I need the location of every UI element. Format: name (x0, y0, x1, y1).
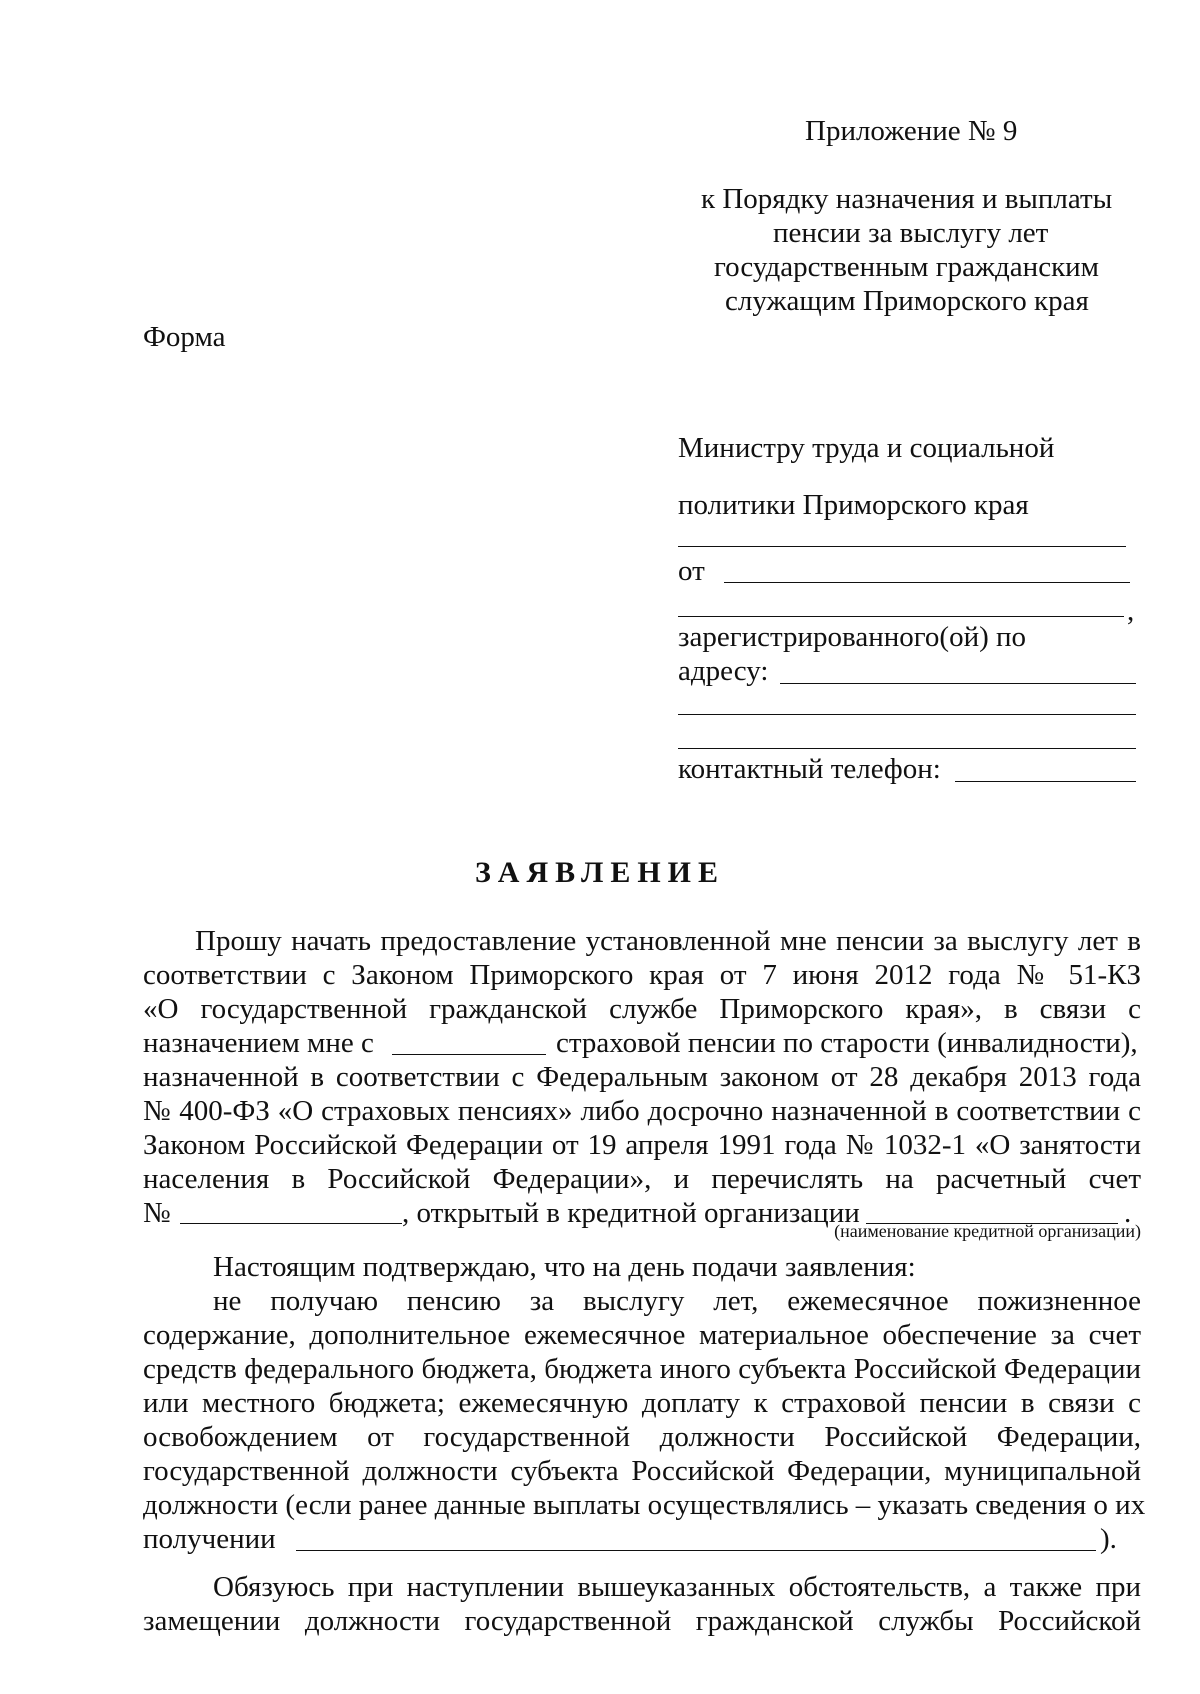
paragraph-line: назначенной в соответствии с Федеральным законом от 28 декабря 2013 года (143, 1061, 1141, 1093)
paragraph-line: страховой пенсии по старости (инвалидности), (556, 1027, 1138, 1059)
paragraph-line: «О государственной гражданской службе Приморского края», в связи с (143, 993, 1141, 1025)
paragraph-line: средств федерального бюджета, бюджета иного субъекта Российской Федерации (143, 1353, 1141, 1385)
order-reference-line: к Порядку назначения и выплаты (701, 183, 1113, 215)
pension-date-blank[interactable] (392, 1054, 546, 1055)
order-reference-line: государственным гражданским (714, 251, 1100, 283)
paragraph-line: , открытый в кредитной организации (402, 1197, 860, 1229)
comma-mark: , (1127, 595, 1135, 627)
from-blank[interactable] (724, 582, 1130, 583)
paragraph-line: содержание, дополнительное ежемесячное материальное обеспечение за счет (143, 1319, 1141, 1351)
paragraph-line: Прошу начать предоставление установленной мне пенсии за выслугу лет в (195, 925, 1141, 957)
order-reference-line: служащим Приморского края (725, 285, 1089, 317)
order-reference-line: пенсии за выслугу лет (773, 217, 1049, 249)
previous-payments-blank[interactable] (296, 1550, 1096, 1551)
paragraph-line: Настоящим подтверждаю, что на день подачи заявления: (213, 1251, 916, 1283)
paragraph-line: должности (если ранее данные выплаты осуществлялись – указать сведения о их (143, 1489, 1146, 1521)
phone-blank[interactable] (955, 781, 1136, 782)
paragraph-line: получении (143, 1523, 276, 1555)
period-mark: . (1124, 1197, 1132, 1229)
document-title: ЗАЯВЛЕНИЕ (474, 856, 726, 889)
paragraph-line: № 400-ФЗ «О страховых пенсиях» либо досрочно назначенной в соответствии с (143, 1095, 1141, 1127)
paragraph-line: соответствии с Законом Приморского края от 7 июня 2012 года № 51-КЗ (143, 959, 1141, 991)
paragraph-line: освобождением от государственной должности Российской Федерации, (143, 1421, 1141, 1453)
paragraph-line: или местного бюджета; ежемесячную доплату к страховой пенсии в связи с (143, 1387, 1141, 1419)
address-blank-2[interactable] (678, 714, 1136, 715)
address-blank[interactable] (780, 683, 1136, 684)
closing-parenthesis: ). (1100, 1523, 1117, 1555)
from-label: от (678, 555, 705, 587)
addressee-line: политики Приморского края (678, 489, 1029, 521)
form-label: Форма (143, 321, 226, 353)
name-continuation-blank[interactable] (678, 616, 1124, 617)
registered-label: зарегистрированного(ой) по (678, 621, 1027, 653)
phone-label: контактный телефон: (678, 753, 941, 785)
address-label: адресу: (678, 655, 769, 687)
addressee-line: Министру труда и социальной (678, 432, 1055, 464)
paragraph-line: Обязуюсь при наступлении вышеуказанных обстоятельств, а также при (213, 1571, 1141, 1603)
name-blank[interactable] (678, 546, 1126, 547)
bank-name-caption: (наименование кредитной организации) (834, 1221, 1141, 1241)
paragraph-line: назначением мне с (143, 1027, 374, 1059)
appendix-number: Приложение № 9 (805, 115, 1018, 147)
paragraph-line: населения в Российской Федерации», и перечислять на расчетный счет (143, 1163, 1141, 1195)
paragraph-line: замещении должности государственной гражданской службы Российской (143, 1605, 1141, 1637)
account-number-sign: № (143, 1197, 171, 1229)
address-blank-3[interactable] (678, 748, 1136, 749)
paragraph-line: государственной должности субъекта Российской Федерации, муниципальной (143, 1455, 1141, 1487)
paragraph-line: не получаю пенсию за выслугу лет, ежемесячное пожизненное (213, 1285, 1141, 1317)
account-number-blank[interactable] (180, 1223, 402, 1224)
paragraph-line: Законом Российской Федерации от 19 апреля 1991 года № 1032-1 «О занятости (143, 1129, 1141, 1161)
